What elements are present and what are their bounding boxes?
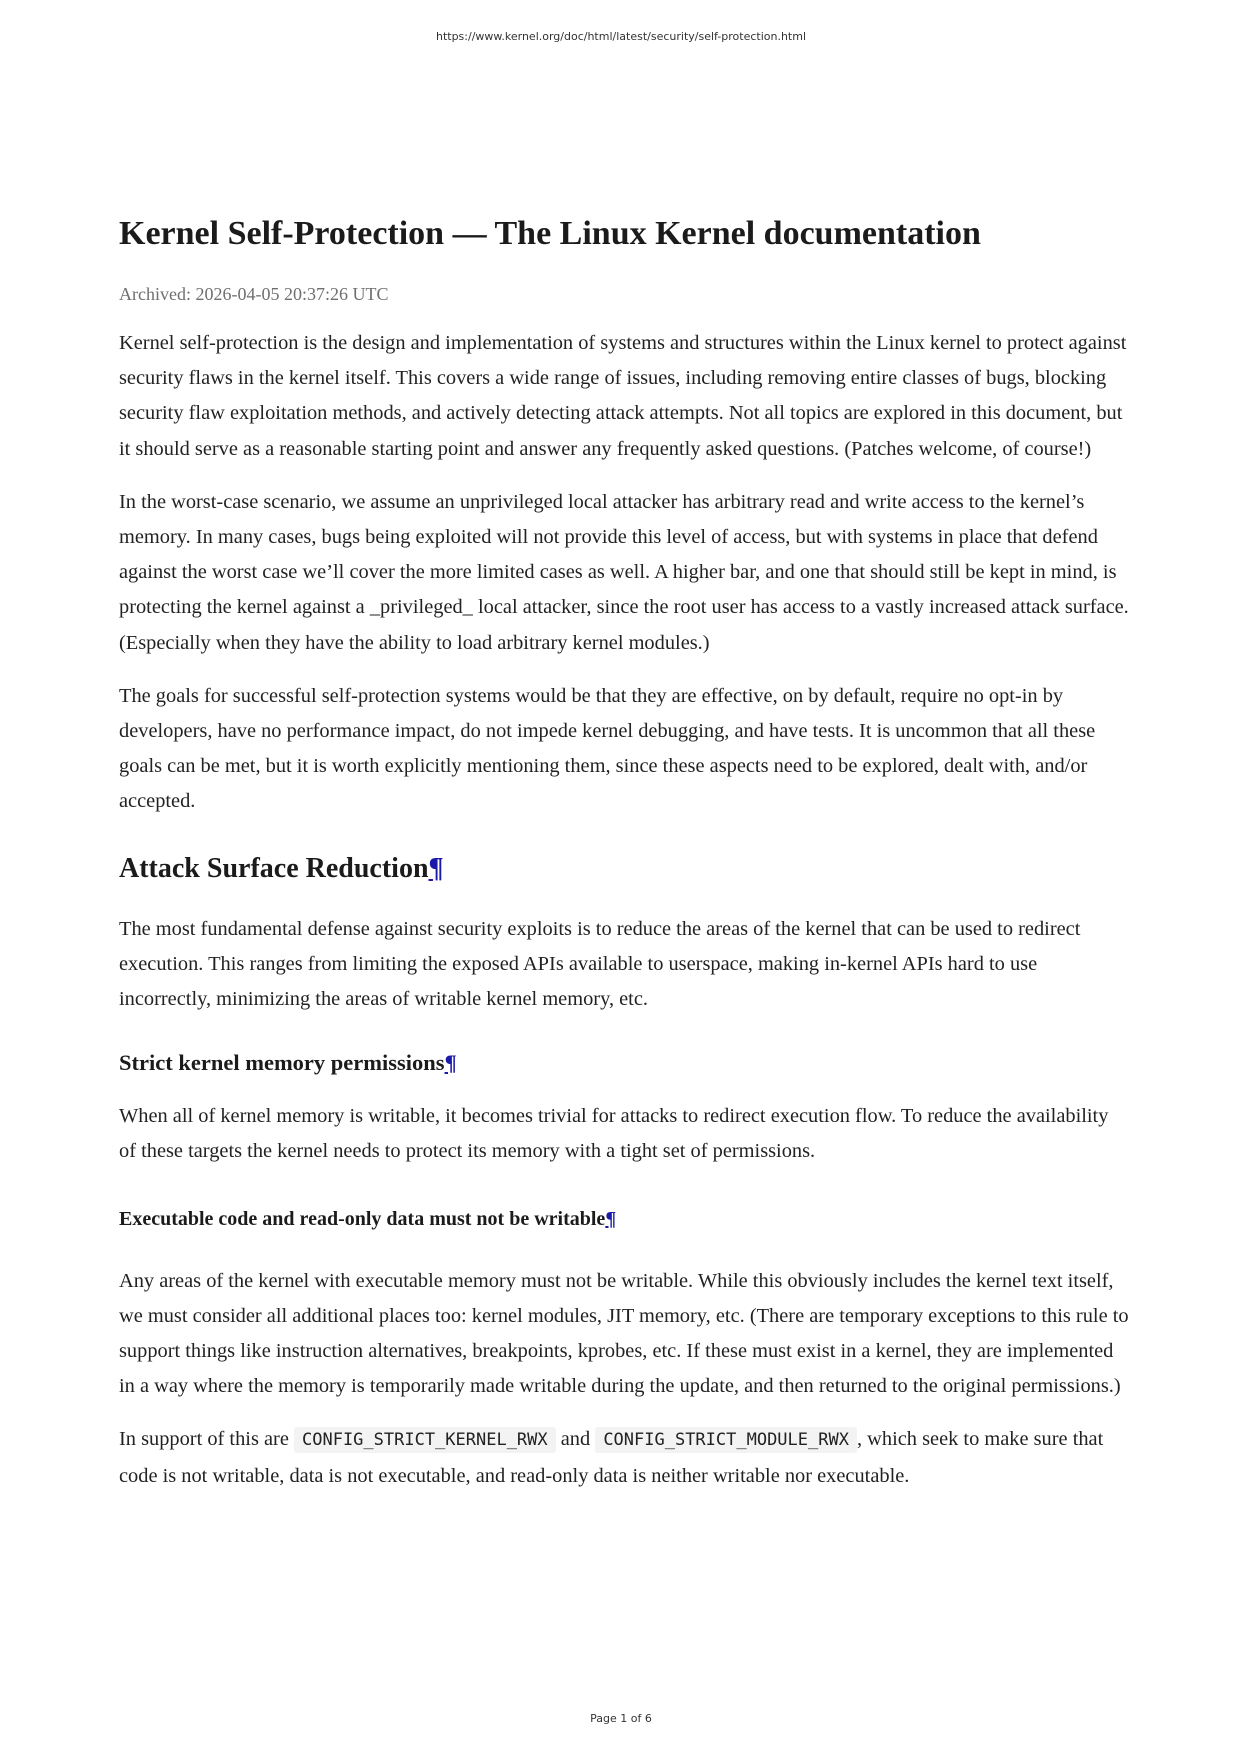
permalink-strict-kernel-memory[interactable]: ¶ bbox=[444, 1050, 457, 1076]
section-heading-attack-surface-reduction bbox=[119, 850, 1129, 888]
archived-timestamp: Archived: 2026-04-05 20:37:26 UTC bbox=[119, 284, 389, 304]
subsection-heading-strict-kernel-memory bbox=[119, 1047, 1129, 1079]
document-content bbox=[119, 212, 1129, 1494]
support-text-and: and bbox=[560, 1428, 591, 1451]
section-heading-text: Attack Surface Reduction bbox=[119, 852, 429, 884]
subsubsection-heading-executable-code bbox=[119, 1204, 1129, 1234]
page-number: Page 1 of 6 bbox=[590, 1712, 652, 1725]
intro-paragraph-1: Kernel self-protection is the design and implementation of systems and structures within the Linux kernel to protect against security flaws in the kernel itself. This covers a wide range of issues, including removing entire classes of bugs, blocking security flaw exploitation methods, and actively detecting attack attempts. Not all topics are explored in this document, but it should serve as a reasonable starting point and answer any frequently asked questions. (Patches welcome, of course!) bbox=[119, 332, 1127, 460]
strict-memory-paragraph: When all of kernel memory is writable, it becomes trivial for attacks to redirect execution flow. To reduce the availability of these targets the kernel needs to protect its memory with a tight set of permissions. bbox=[119, 1105, 1109, 1163]
intro-paragraph-3: The goals for successful self-protection systems would be that they are effective, on by default, require no opt-in by developers, have no performance impact, do not impede kernel debugging, and have tests. It is uncommon that all these goals can be met, but it is worth explicitly mentioning them, since these aspects need to be explored, dealt with, and/or accepted. bbox=[119, 684, 1096, 813]
subsubsection-heading-text: Executable code and read-only data must not be writable bbox=[119, 1207, 606, 1230]
code-config-strict-module-rwx: CONFIG_STRICT_MODULE_RWX bbox=[595, 1427, 857, 1453]
support-text-after: , which seek to make sure that code is not writable, data is not executable, and read-only data is neither writable nor executable. bbox=[119, 1428, 1104, 1487]
permalink-attack-surface-reduction[interactable]: ¶ bbox=[428, 852, 444, 884]
permalink-executable-code[interactable]: ¶ bbox=[605, 1207, 617, 1230]
code-config-strict-kernel-rwx: CONFIG_STRICT_KERNEL_RWX bbox=[294, 1427, 556, 1453]
executable-code-paragraph: Any areas of the kernel with executable memory must not be writable. While this obviously includes the kernel text itself, we must consider all additional places too: kernel modules, JIT memory, etc. (There are temporary exceptions to this rule to support things like instruction alternatives, breakpoints, kprobes, etc. If these must exist in a kernel, they are implemented in a way where the memory is temporarily made writable during the update, and then returned to the original permissions.) bbox=[119, 1269, 1129, 1398]
attack-surface-paragraph: The most fundamental defense against security exploits is to reduce the areas of the kernel that can be used to redirect execution. This ranges from limiting the exposed APIs available to userspace, making in-kernel APIs hard to use incorrectly, minimizing the areas of writable kernel memory, etc. bbox=[119, 917, 1081, 1011]
print-header-url: https://www.kernel.org/doc/html/latest/security/self-protection.html bbox=[435, 30, 807, 43]
intro-paragraph-2: In the worst-case scenario, we assume an unprivileged local attacker has arbitrary read and write access to the kernel’s memory. In many cases, bugs being exploited will not provide this level of access, but with systems in place that defend against the worst case we’ll cover the more limited cases as well. A higher bar, and one that should still be kept in mind, is protecting the kernel against a _privileged_ local attacker, since the root user has access to a vastly increased attack surface. (Especially when they have the ability to load arbitrary kernel modules.) bbox=[119, 490, 1129, 654]
subsection-heading-text: Strict kernel memory permissions bbox=[119, 1050, 445, 1076]
support-text-before: In support of this are bbox=[119, 1428, 289, 1451]
support-paragraph bbox=[119, 1422, 1129, 1493]
page-title: Kernel Self-Protection — The Linux Kernel documentation bbox=[119, 215, 981, 252]
